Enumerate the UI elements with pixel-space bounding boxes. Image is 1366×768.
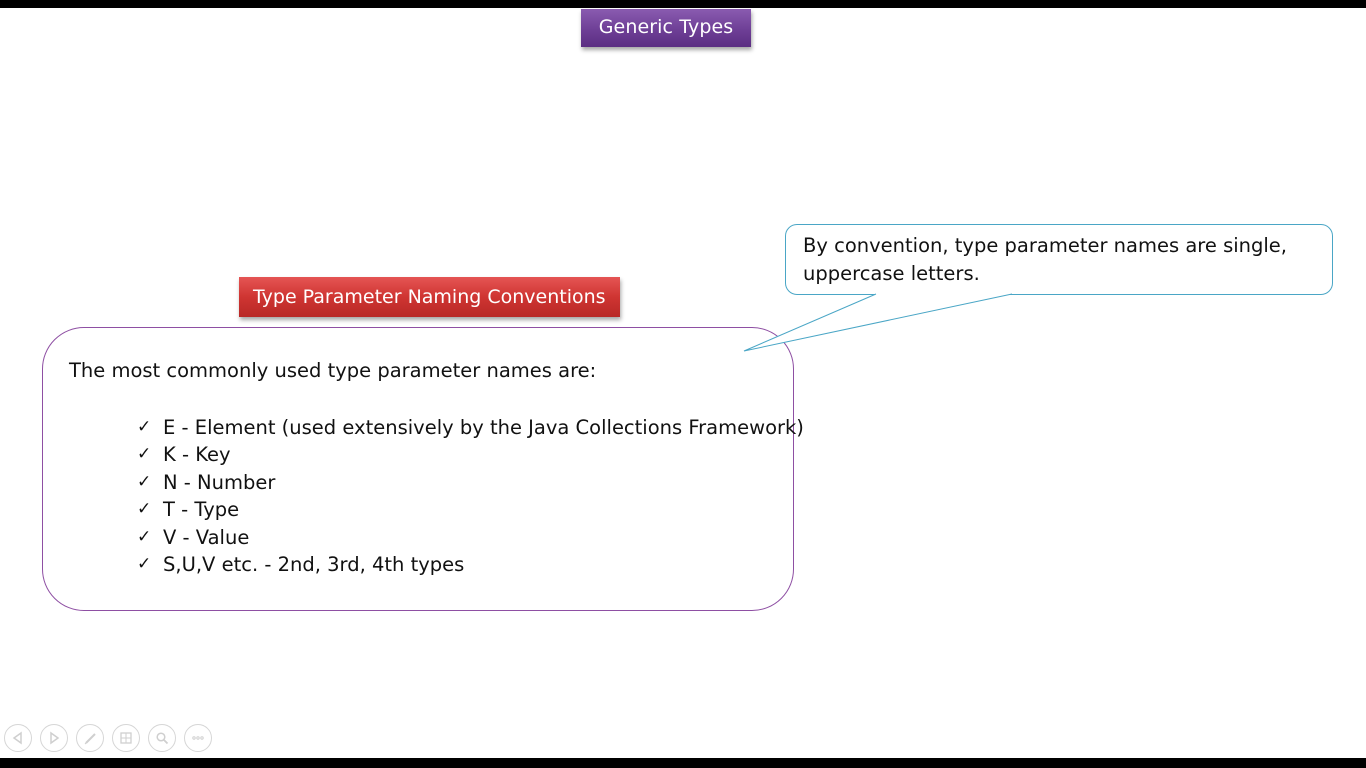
list-item (137, 441, 804, 468)
list-item (137, 551, 804, 578)
slideshow-nav-bar (4, 724, 212, 754)
slides-grid-icon (119, 731, 133, 745)
checkmark-icon: ✓ (137, 526, 152, 547)
more-icon (191, 731, 205, 745)
checkmark-icon: ✓ (137, 444, 152, 465)
checkmark-icon: ✓ (137, 499, 152, 520)
slide-title-banner: Generic Types (581, 9, 751, 47)
conventions-content-box (42, 327, 804, 611)
list-item-text: E - Element (used extensively by the Java Collections Framework) (163, 416, 804, 439)
next-slide-button[interactable] (40, 724, 68, 752)
list-item-text: T - Type (163, 498, 240, 522)
slide-canvas (0, 8, 1366, 758)
type-parameter-list (137, 414, 804, 578)
arrow-right-icon (47, 731, 61, 745)
list-item (137, 496, 804, 523)
previous-slide-button[interactable] (4, 724, 32, 752)
pen-icon (83, 731, 97, 745)
callout-box (785, 224, 1333, 295)
see-all-slides-button[interactable] (112, 724, 140, 752)
section-heading-banner: Type Parameter Naming Conventions (239, 277, 620, 317)
checkmark-icon: ✓ (137, 471, 152, 492)
list-item (137, 469, 804, 496)
pen-tool-button[interactable] (76, 724, 104, 752)
magnifier-icon (155, 731, 169, 745)
list-item-text: V - Value (163, 525, 250, 549)
more-options-button[interactable] (184, 724, 212, 752)
arrow-left-icon (11, 731, 25, 745)
zoom-button[interactable] (148, 724, 176, 752)
list-item-text: K - Key (163, 443, 231, 467)
checkmark-icon: ✓ (137, 553, 152, 574)
intro-text: The most commonly used type parameter names are: (69, 359, 597, 382)
checkmark-icon: ✓ (137, 417, 152, 437)
callout-text: By convention, type parameter names are single, uppercase letters. (803, 234, 1287, 285)
list-item-text: S,U,V etc. - 2nd, 3rd, 4th types (163, 552, 465, 576)
list-item-text: N - Number (163, 470, 276, 494)
list-item (137, 524, 804, 551)
list-item (137, 414, 804, 441)
